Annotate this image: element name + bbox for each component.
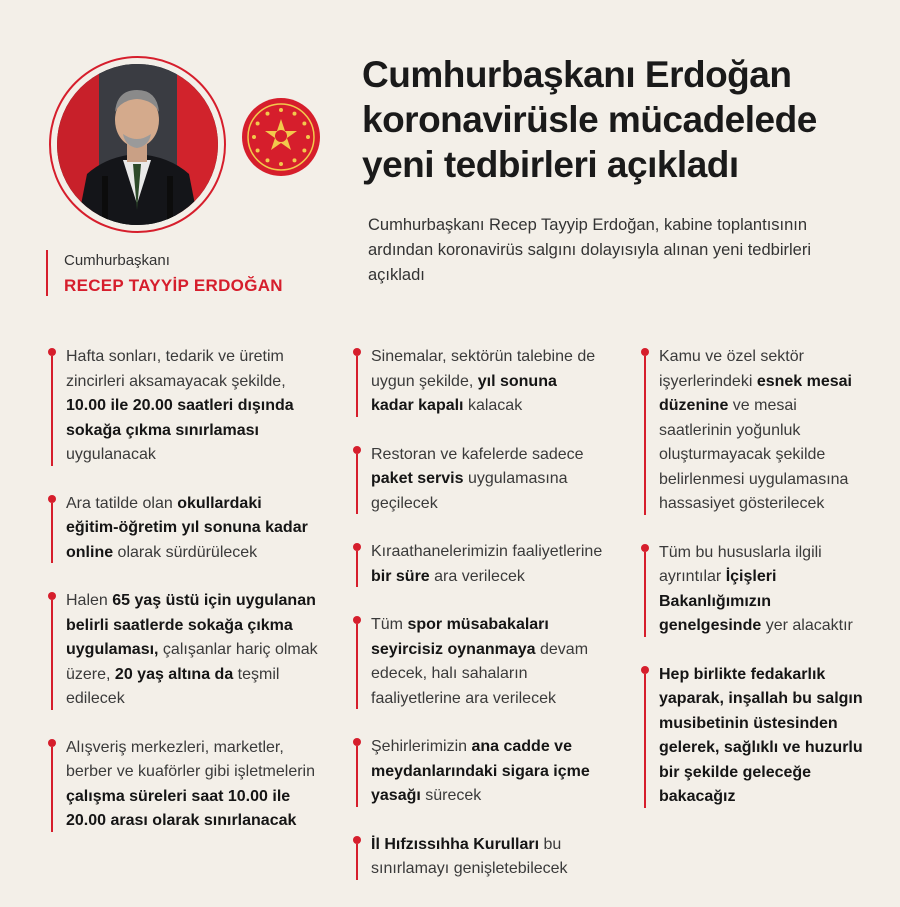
- person-caption: Cumhurbaşkanı: [64, 252, 170, 269]
- measure-item: [48, 589, 318, 712]
- measure-text: Şehirlerimizin: [371, 738, 472, 755]
- measure-text: Sinemalar, sektörün talebine de uygun şekilde,: [371, 348, 596, 390]
- measure-item: [48, 345, 318, 468]
- measure-emphasis: spor müsabakaları seyircisiz oynanmaya: [371, 616, 549, 658]
- measure-emphasis: ana cadde ve meydanlarındaki sigara içme yasağı: [371, 738, 590, 804]
- measure-item: [641, 345, 866, 517]
- measure-text: Alışveriş merkezleri, marketler, berber ve kuaförler gibi işletmelerin: [66, 738, 315, 780]
- measure-emphasis: yıl sonuna kadar kapalı: [371, 372, 557, 414]
- name-accent-rule: [46, 250, 48, 296]
- measure-text: bu sınırlamayı genişletebilecek: [371, 835, 568, 877]
- headline-line: Cumhurbaşkanı Erdoğan: [362, 54, 792, 95]
- measure-text: Hafta sonları, tedarik ve üretim zincirleri aksamayacak şekilde,: [66, 348, 286, 390]
- measure-text: olarak sürdürülecek: [113, 543, 258, 561]
- headline-line: yeni tedbirleri açıkladı: [362, 144, 739, 185]
- measure-text: Ara tatilde olan: [66, 494, 178, 512]
- measure-emphasis: 10.00 ile 20.00 saatleri dışında sokağa çıkma sınırlaması: [66, 397, 294, 439]
- measure-text: Tüm: [371, 616, 408, 633]
- measure-item: [353, 613, 603, 711]
- measure-emphasis: paket servis: [371, 470, 464, 487]
- measure-emphasis: 20 yaş altına da: [114, 665, 234, 683]
- measure-text: Halen: [66, 592, 113, 609]
- measure-emphasis: Hep birlikte fedakarlık yaparak, inşallah bu salgın musibetinin üstesinden gelerek, sağlıklı ve huzurlu bir şekilde geleceğe bakacağız: [659, 665, 863, 805]
- measure-item: [353, 345, 603, 419]
- measure-item: [641, 541, 866, 639]
- measure-emphasis: İçişleri Bakanlığımızın genelgesinde: [659, 568, 777, 634]
- measure-item: [353, 833, 603, 882]
- measure-text: uygulanacak: [66, 446, 156, 463]
- measure-item: [353, 443, 603, 517]
- measure-text: sürecek: [420, 787, 482, 804]
- measure-text: devam edecek, halı sahaların faaliyetlerine ara verilecek: [371, 640, 589, 707]
- lead-paragraph: Cumhurbaşkanı Recep Tayyip Erdoğan, kabine toplantısının ardından koronavirüs salgını dolayısıyla alınan yeni tedbirleri açıkladı: [368, 216, 812, 284]
- measure-text: Restoran ve kafelerde sadece: [371, 445, 584, 463]
- measure-item: [641, 663, 866, 810]
- headline-line: koronavirüsle mücadelede: [362, 99, 817, 140]
- measure-emphasis: bir süre: [371, 567, 430, 585]
- measure-text: Kıraathanelerimizin faaliyetlerine: [371, 543, 603, 560]
- measure-text: çalışanlar hariç olmak üzere,: [66, 641, 318, 683]
- measure-item: [48, 736, 318, 834]
- measures-column-2: [353, 345, 603, 906]
- measure-emphasis: okullardaki eğitim-öğretim yıl sonuna kadar online: [66, 494, 308, 561]
- measures-column-1: [48, 345, 318, 858]
- measure-emphasis: 65 yaş üstü için uygulanan belirli saatlerde sokağa çıkma uygulaması,: [66, 592, 316, 658]
- president-portrait: [57, 64, 218, 225]
- measures-column-3: [641, 345, 866, 834]
- measure-item: [353, 540, 603, 589]
- measure-text: Tüm bu hususlarla ilgili ayrıntılar: [659, 543, 822, 585]
- measure-item: [353, 735, 603, 809]
- measure-text: uygulamasına geçilecek: [371, 470, 568, 512]
- headline: [362, 52, 882, 187]
- person-name: RECEP TAYYİP ERDOĞAN: [64, 276, 283, 295]
- measure-text: ve mesai saatlerinin yoğunluk oluşturmayacak şekilde belirlenmesi uygulamasına hassasiyet gösterilecek: [659, 397, 849, 512]
- measure-text: Kamu ve özel sektör işyerlerindeki: [659, 348, 804, 390]
- measure-item: [48, 492, 318, 566]
- measure-text: kalacak: [463, 397, 523, 414]
- measure-emphasis: esnek mesai düzenine: [659, 372, 852, 414]
- presidential-seal-icon: [241, 97, 321, 177]
- measure-text: teşmil edilecek: [66, 665, 280, 707]
- measure-text: yer alacaktır: [761, 617, 853, 634]
- measure-emphasis: İl Hıfzıssıhha Kurulları: [371, 835, 540, 853]
- measure-text: ara verilecek: [429, 567, 525, 585]
- measure-emphasis: çalışma süreleri saat 10.00 ile 20.00 arası olarak sınırlanacak: [66, 787, 297, 829]
